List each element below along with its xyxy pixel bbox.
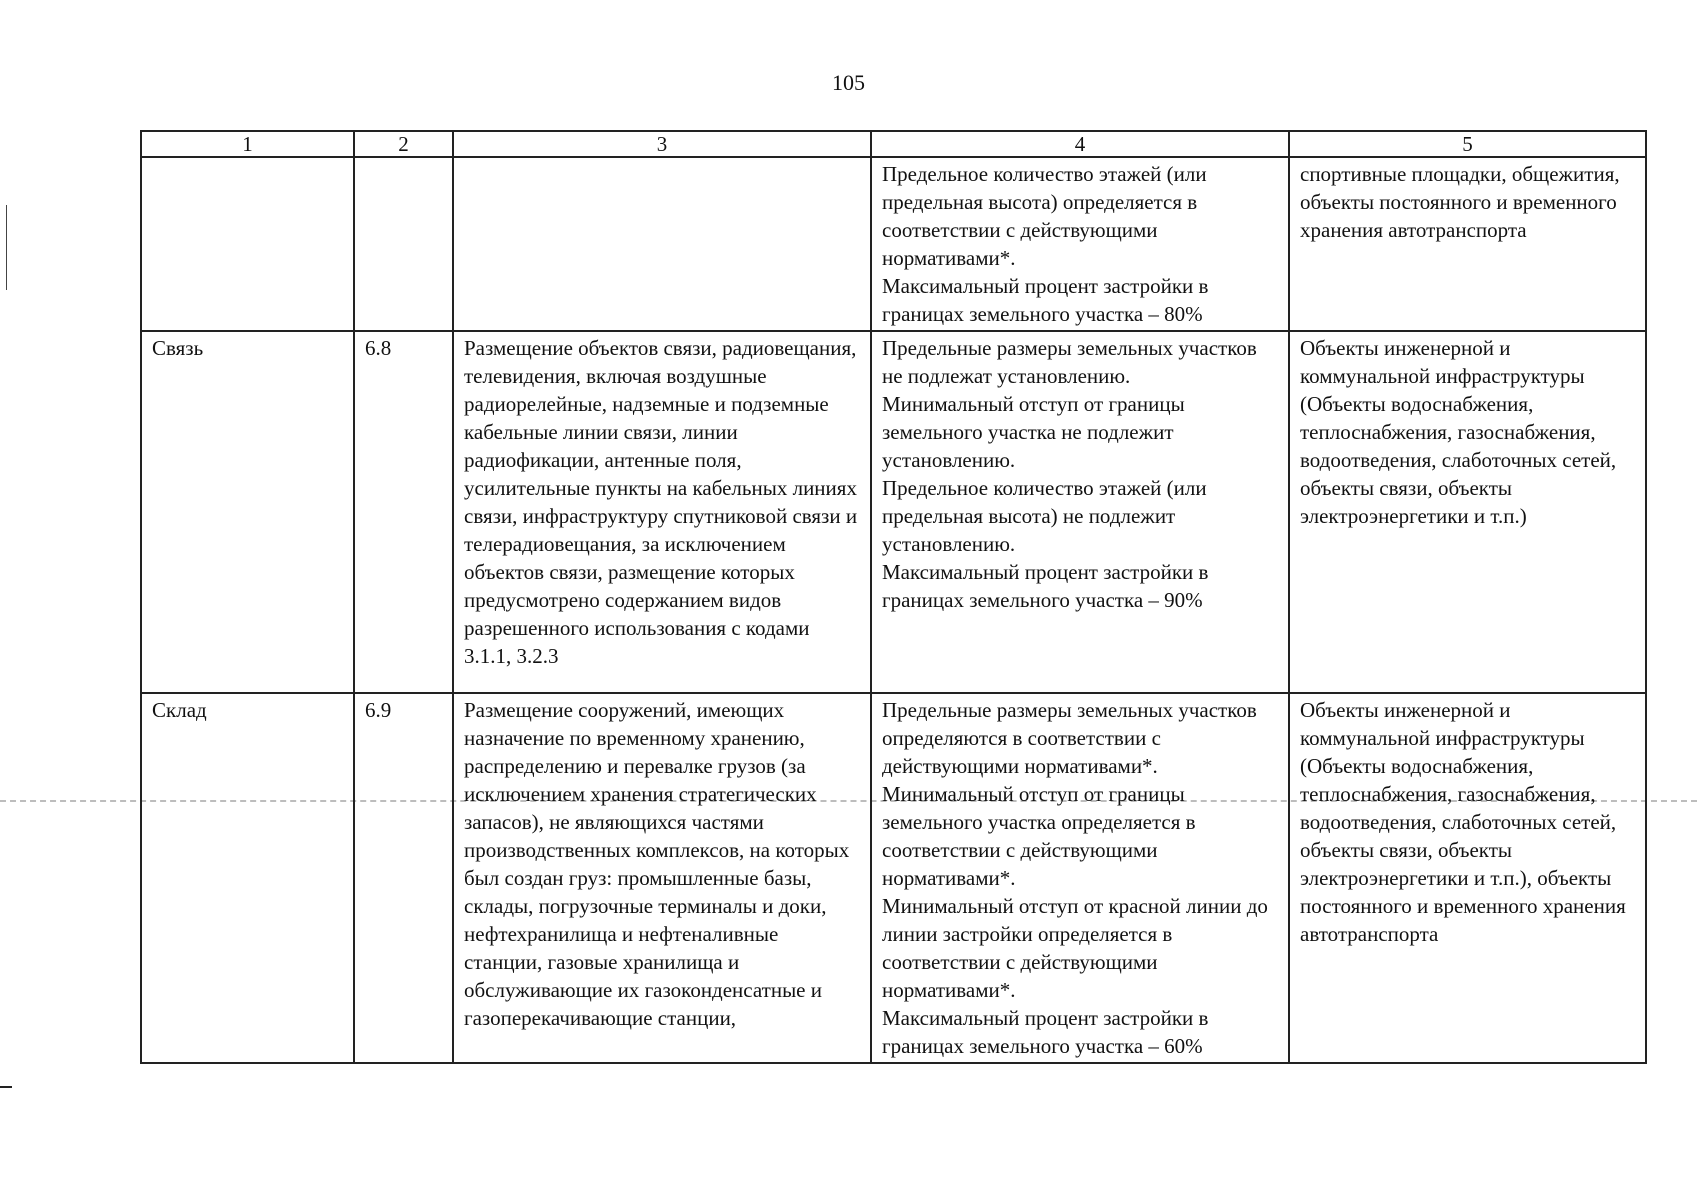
cell-name — [141, 157, 354, 331]
cell-name: Связь — [141, 331, 354, 693]
cell-description — [453, 157, 871, 331]
header-row — [141, 131, 1646, 157]
cell-parameters — [871, 157, 1289, 331]
parameter-line: Максимальный процент застройки в границах земельного участка – 80% — [882, 274, 1209, 326]
column-header-3: 3 — [453, 131, 871, 157]
parameter-line: Предельные размеры земельных участков не подлежат установлению. — [882, 336, 1257, 388]
description-line: Размещение сооружений, имеющих назначение по временному хранению, распределению и перевалке грузов (за исключением хранения стратегических запасов), не являющихся частями производственных комплексов, на которых был создан груз: промышленные базы, склады, погрузочные терминалы и доки, нефтехранилища и нефтеналивные станции, газовые хранилища и обслуживающие их газоконденсатные и газоперекачивающие станции, — [464, 698, 850, 1030]
cell-auxiliary — [1289, 693, 1646, 1063]
cell-description — [453, 331, 871, 693]
parameter-line: Максимальный процент застройки в границах земельного участка – 90% — [882, 560, 1209, 612]
cell-auxiliary — [1289, 157, 1646, 331]
parameter-line: Предельное количество этажей (или предельная высота) определяется в соответствии с действующими нормативами*. — [882, 162, 1207, 270]
column-header-5: 5 — [1289, 131, 1646, 157]
cell-code: 6.8 — [354, 331, 453, 693]
cell-code — [354, 157, 453, 331]
auxiliary-line: Объекты инженерной и коммунальной инфраструктуры (Объекты водоснабжения, теплоснабжения, газоснабжения, водоотведения, слаботочных сетей, объекты связи, объекты электроэнергетики и т.п.) — [1300, 336, 1617, 528]
scan-tick — [0, 1086, 12, 1088]
table-row-communications — [141, 331, 1646, 693]
cell-code: 6.9 — [354, 693, 453, 1063]
parameter-line: Предельное количество этажей (или предельная высота) не подлежит установлению. — [882, 476, 1207, 556]
column-header-4: 4 — [871, 131, 1289, 157]
parameter-line: Минимальный отступ от границы земельного участка не подлежит установлению. — [882, 392, 1185, 472]
table-row-warehouse — [141, 693, 1646, 1063]
description-line: Размещение объектов связи, радиовещания, телевидения, включая воздушные радиорелейные, надземные и подземные кабельные линии связи, линии радиофикации, антенные поля, усилительные пункты на кабельных линиях связи, инфраструктуру спутниковой связи и телерадиовещания, за исключением объектов связи, размещение которых предусмотрено содержанием видов разрешенного использования с кодами 3.1.1, 3.2.3 — [464, 336, 858, 668]
table-row-continuation — [141, 157, 1646, 331]
auxiliary-line: Объекты инженерной и коммунальной инфраструктуры (Объекты водоснабжения, теплоснабжения, газоснабжения, водоотведения, слаботочных сетей, объекты связи, объекты электроэнергетики и т.п.), объекты постоянного и временного хранения автотранспорта — [1300, 698, 1626, 946]
column-header-1: 1 — [141, 131, 354, 157]
parameter-line: Предельные размеры земельных участков определяются в соответствии с действующими нормативами*. — [882, 698, 1257, 778]
page-number: 105 — [832, 70, 865, 95]
auxiliary-line: спортивные площадки, общежития, объекты постоянного и временного хранения автотранспорта — [1300, 162, 1620, 242]
cell-parameters — [871, 331, 1289, 693]
cell-parameters — [871, 693, 1289, 1063]
parameter-line: Минимальный отступ от границы земельного участка определяется в соответствии с действующими нормативами*. — [882, 782, 1196, 890]
scan-mark — [6, 205, 7, 290]
land-use-table — [140, 130, 1647, 1064]
column-header-2: 2 — [354, 131, 453, 157]
parameter-line: Максимальный процент застройки в границах земельного участка – 60% — [882, 1006, 1209, 1058]
cell-auxiliary — [1289, 331, 1646, 693]
cell-name: Склад — [141, 693, 354, 1063]
parameter-line: Минимальный отступ от красной линии до линии застройки определяется в соответствии с действующими нормативами*. — [882, 894, 1268, 1002]
cell-description — [453, 693, 871, 1063]
